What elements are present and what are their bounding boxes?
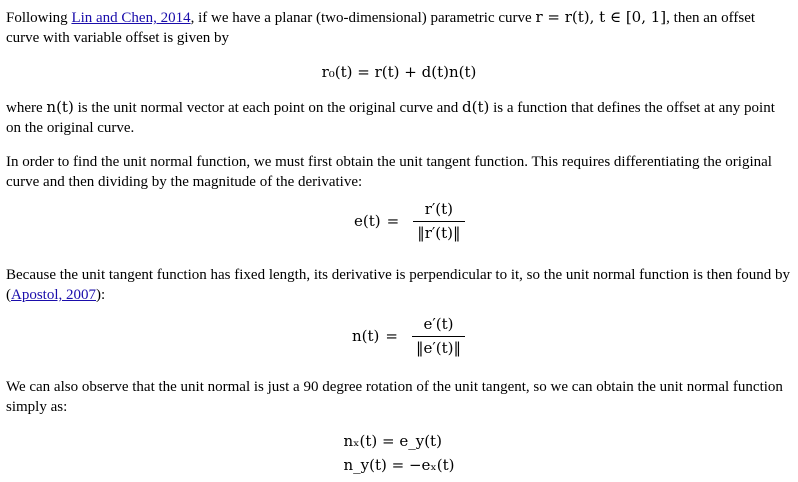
equation-unit-tangent-fraction xyxy=(413,199,464,243)
citation-close-paren: ): xyxy=(96,287,106,303)
definitions-text-b: is a function that defines the offset at any point on the original curve. xyxy=(6,100,775,136)
intro-text-a: , if we have a planar (two-dimensional) parametric curve xyxy=(190,10,536,26)
equation-normal-components xyxy=(0,429,798,477)
equation-offset-curve xyxy=(0,62,798,83)
paragraph-normal xyxy=(6,265,792,305)
normal-text: Because the unit tangent function has fixed length, its derivative is perpendicular to it, so the unit normal function is then found by xyxy=(6,267,790,283)
equation-unit-tangent-numerator: r′(t) xyxy=(424,200,453,218)
equation-unit-tangent-equals: = xyxy=(386,212,400,230)
equation-unit-normal-fraction xyxy=(412,314,465,358)
paragraph-tangent: In order to find the unit normal function, we must first obtain the unit tangent function. This requires differentiating the original curve and then dividing by the magnitude of the derivative: xyxy=(6,154,772,190)
equation-offset-curve-text: r₀(t) = r(t) + d(t)n(t) xyxy=(321,63,477,81)
equation-unit-tangent xyxy=(354,199,465,243)
paragraph-definitions xyxy=(6,97,792,138)
equation-unit-normal-denominator: ‖e′(t)‖ xyxy=(412,336,465,358)
definitions-lead: where xyxy=(6,100,47,116)
paragraph-intro xyxy=(6,7,792,48)
equation-normal-x: nₓ(t) = e_y(t) xyxy=(343,432,442,450)
citation-open-paren: ( xyxy=(6,287,11,303)
intro-text-b: , then an offset curve with variable offset is given by xyxy=(6,10,756,46)
definitions-text-a: is the unit normal vector at each point on the original curve and xyxy=(73,100,463,116)
equation-unit-tangent-lhs: e(t) xyxy=(354,212,381,230)
inline-math-normal: n(t) xyxy=(46,98,74,116)
intro-lead: Following xyxy=(6,10,72,26)
equation-unit-normal xyxy=(352,314,465,358)
paragraph-rotation: We can also observe that the unit normal is just a 90 degree rotation of the unit tangent, so we can obtain the unit normal function simply as: xyxy=(6,379,783,415)
inline-math-curve-definition: r = r(t), t ∈ [0, 1] xyxy=(535,8,667,26)
equation-unit-normal-equals: = xyxy=(385,327,398,345)
inline-math-offset-function: d(t) xyxy=(462,98,490,116)
equation-normal-y: n_y(t) = −eₓ(t) xyxy=(343,456,455,474)
citation-lin-chen-link[interactable]: Lin and Chen, 2014 xyxy=(71,10,191,26)
equation-unit-normal-numerator: e′(t) xyxy=(423,315,454,333)
equation-unit-tangent-denominator: ‖r′(t)‖ xyxy=(413,221,464,243)
equation-unit-normal-lhs: n(t) xyxy=(352,327,380,345)
citation-apostol-link[interactable]: Apostol, 2007 xyxy=(11,287,97,303)
